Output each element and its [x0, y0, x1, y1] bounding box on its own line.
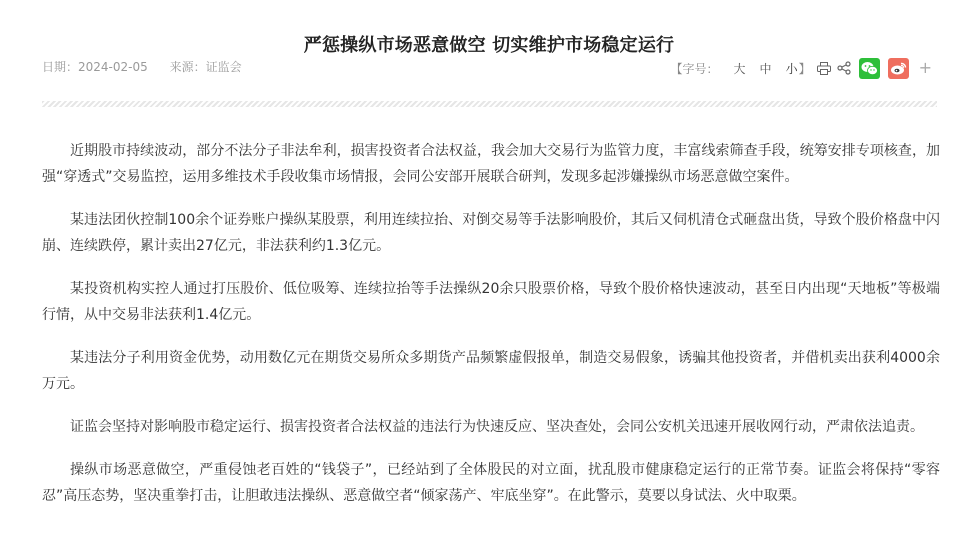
- font-size-bracket: 】: [798, 61, 811, 76]
- font-size-small-button[interactable]: 小: [785, 61, 798, 76]
- share-icon[interactable]: [837, 61, 851, 75]
- publish-date: 日期：2024-02-05: [42, 60, 148, 74]
- article-source: 来源：证监会: [169, 60, 242, 74]
- plus-icon[interactable]: +: [918, 58, 932, 77]
- paragraph: 某违法分子利用资金优势，动用数亿元在期货交易所众多期货产品频繁虚假报单，制造交易假象，诱骗其他投资者，并借机卖出获利4000余万元。: [42, 350, 940, 392]
- header-divider: [42, 101, 937, 107]
- paragraph: 操纵市场恶意做空，严重侵蚀老百姓的“钱袋子”，已经站到了全体股民的对立面，扰乱股市健康稳定运行的正常节奏。证监会将保持“零容忍”高压态势，坚决重拳打击，让胆敢违法操纵、恶意做空者“倾家荡产、牢底坐穿”。在此警示，莫要以身试法、火中取栗。: [42, 462, 940, 504]
- font-size-label: 【字号：: [670, 61, 719, 76]
- article-toolbar: [671, 57, 932, 79]
- wechat-icon[interactable]: [859, 58, 880, 79]
- font-size-large-button[interactable]: 大: [733, 61, 746, 76]
- paragraph: 某投资机构实控人通过打压股价、低位吸筹、连续拉抬等手法操纵20余只股票价格，导致个股价格快速波动，甚至日内出现“天地板”等极端行情，从中交易非法获利1.4亿元。: [42, 281, 940, 323]
- paragraph: 证监会坚持对影响股市稳定运行、损害投资者合法权益的违法行为快速反应、坚决查处，会同公安机关迅速开展收网行动，严肃依法追责。: [70, 419, 924, 435]
- paragraph: 近期股市持续波动，部分不法分子非法牟利，损害投资者合法权益，我会加大交易行为监管力度，丰富线索筛查手段，统筹安排专项核查，加强“穿透式”交易监控，运用多维技术手段收集市场情报，会同公安部开展联合研判，发现多起涉嫌操纵市场恶意做空案件。: [42, 143, 940, 185]
- paragraph: 某违法团伙控制100余个证券账户操纵某股票，利用连续拉抬、对倒交易等手法影响股价，其后又伺机清仓式砸盘出货，导致个股价格盘中闪崩、连续跌停，累计卖出27亿元，非法获利约1.3亿元。: [42, 212, 940, 254]
- print-icon[interactable]: [817, 62, 831, 74]
- article-title: 严惩操纵市场恶意做空 切实维护市场稳定运行: [303, 35, 675, 56]
- font-size-medium-button[interactable]: 中: [759, 61, 772, 76]
- weibo-icon[interactable]: [888, 58, 909, 79]
- article-meta: [42, 58, 260, 76]
- article-body: [42, 138, 940, 526]
